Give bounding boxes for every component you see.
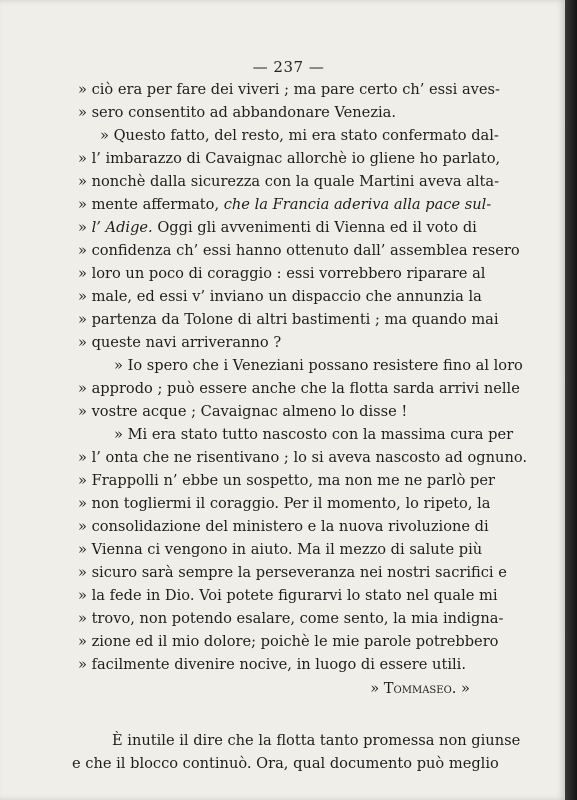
text-line: » facilmente divenire nocive, in luogo di essere utili. bbox=[78, 656, 466, 673]
page-number: — 237 — bbox=[252, 58, 325, 76]
text-line: » confidenza ch’ essi hanno ottenuto dall’ assemblea resero bbox=[78, 242, 520, 259]
text-span: » bbox=[78, 219, 92, 236]
text-line bbox=[78, 218, 477, 238]
text-line: » l’ onta che ne risentivano ; lo si aveva nascosto ad ognuno. bbox=[78, 449, 528, 466]
text-line: » non togliermi il coraggio. Per il momento, lo ripeto, la bbox=[78, 495, 491, 512]
signature: » Tommaseo. » bbox=[370, 680, 470, 697]
text-line: » approdo ; può essere anche che la flotta sarda arrivi nelle bbox=[78, 380, 520, 397]
text-line: » loro un poco di coraggio : essi vorrebbero riparare al bbox=[78, 265, 486, 282]
text-line: » ciò era per fare dei viveri ; ma pare certo ch’ essi aves- bbox=[78, 81, 500, 98]
text-line: » sicuro sarà sempre la perseveranza nei nostri sacrifici e bbox=[78, 564, 507, 581]
text-line: » queste navi arriveranno ? bbox=[78, 334, 282, 351]
text-line: » la fede in Dio. Voi potete figurarvi lo stato nel quale mi bbox=[78, 587, 498, 604]
text-line: » sero consentito ad abbandonare Venezia. bbox=[78, 104, 397, 121]
text-line: » consolidazione del ministero e la nuova rivoluzione di bbox=[78, 518, 489, 535]
text-line: » vostre acque ; Cavaignac almeno lo disse ! bbox=[78, 403, 408, 420]
text-line: » Questo fatto, del resto, mi era stato confermato dal- bbox=[100, 127, 499, 144]
text-span: Oggi gli avvenimenti di Vienna ed il voto di bbox=[152, 219, 477, 236]
text-line: » Io spero che i Veneziani possano resistere fino al loro bbox=[114, 357, 523, 374]
text-line: » Frappolli n’ ebbe un sospetto, ma non me ne parlò per bbox=[78, 472, 495, 489]
page-edge bbox=[565, 0, 577, 800]
text-line: » zione ed il mio dolore; poichè le mie parole potrebbero bbox=[78, 633, 499, 650]
text-line: » l’ imbarazzo di Cavaignac allorchè io gliene ho parlato, bbox=[78, 150, 501, 167]
text-line: » nonchè dalla sicurezza con la quale Martini aveva alta- bbox=[78, 173, 500, 190]
text-line: » partenza da Tolone di altri bastimenti ; ma quando mai bbox=[78, 311, 499, 328]
text-line: È inutile il dire che la flotta tanto promessa non giunse bbox=[112, 732, 521, 749]
text-line: » Vienna ci vengono in aiuto. Ma il mezzo di salute più bbox=[78, 541, 483, 558]
text-span: » mente affermato, bbox=[78, 196, 224, 213]
italic-span: l’ Adige. bbox=[91, 219, 153, 236]
italic-span: che la Francia aderiva alla pace sul- bbox=[223, 196, 492, 213]
text-line bbox=[78, 195, 492, 215]
text-line: » Mi era stato tutto nascosto con la massima cura per bbox=[114, 426, 514, 443]
text-line: » male, ed essi v’ inviano un dispaccio che annunzia la bbox=[78, 288, 482, 305]
text-line: e che il blocco continuò. Ora, qual documento può meglio bbox=[72, 755, 499, 772]
text-line: » trovo, non potendo esalare, come sento, la mia indigna- bbox=[78, 610, 504, 627]
